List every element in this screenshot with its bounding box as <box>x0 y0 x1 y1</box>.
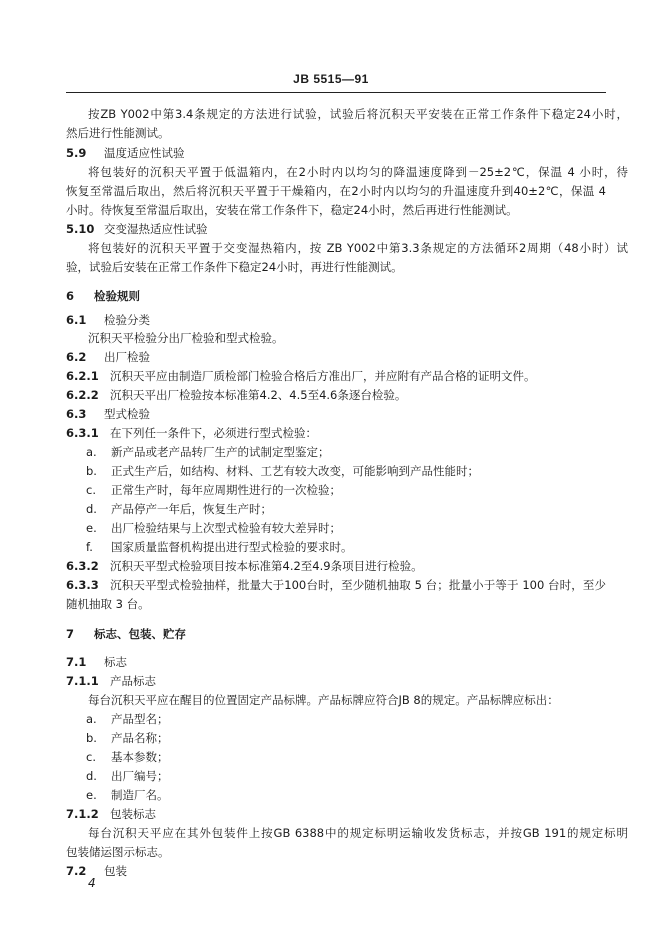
paragraph-line: 小时。待恢复至常温后取出，安装在常工作条件下，稳定24小时，然后再进行性能测试。 <box>66 203 518 217</box>
clause-number: 6.3.1 <box>66 426 99 440</box>
list-item <box>86 445 626 460</box>
paragraph-line: 将包装好的沉积天平置于交变湿热箱内，按 ZB Y002中第3.3条规定的方法循环2周期（48小时）试 <box>88 241 628 255</box>
chapter-title: 检验规则 <box>94 289 140 303</box>
list-label: b. <box>86 731 97 745</box>
clause <box>66 426 606 441</box>
list-label: c. <box>86 750 96 764</box>
list-text: 基本参数； <box>111 750 169 764</box>
section-title: 温度适应性试验 <box>104 146 185 160</box>
clause <box>66 388 606 403</box>
list-item <box>86 731 626 746</box>
list-text: 新产品或老产品转厂生产的试制定型鉴定； <box>111 445 330 459</box>
list-text: 产品型名； <box>111 712 169 726</box>
chapter-heading <box>66 627 606 642</box>
clause-number: 7.1.2 <box>66 807 99 821</box>
clause-number: 6.3.3 <box>66 578 99 592</box>
list-label: c. <box>86 483 96 497</box>
list-text: 正常生产时，每年应周期性进行的一次检验； <box>111 483 341 497</box>
list-text: 正式生产后，如结构、材料、工艺有较大改变，可能影响到产品性能时； <box>111 464 479 478</box>
chapter-number: 6 <box>66 289 75 303</box>
clause-text: 沉积天平型式检验抽样，批量大于100台时，至少随机抽取 5 台；批量小于等于 100 台时，至少 <box>110 578 606 592</box>
clause-number: 6.3.2 <box>66 559 99 573</box>
clause <box>66 369 606 384</box>
section-number: 5.10 <box>66 222 95 236</box>
clause <box>66 559 606 574</box>
clause-text: 沉积天平应由制造厂质检部门检验合格后方准出厂，并应附有产品合格的证明文件。 <box>110 369 536 383</box>
chapter-heading <box>66 289 606 304</box>
list-text: 制造厂名。 <box>111 788 169 802</box>
list-text: 出厂编号； <box>111 769 169 783</box>
paragraph-line: 按ZB Y002中第3.4条规定的方法进行试验，试验后将沉积天平安装在正常工作条件下稳定24小时， <box>88 107 628 121</box>
list-item <box>86 750 626 765</box>
paragraph-line: 然后进行性能测试。 <box>66 126 170 140</box>
section-heading <box>66 407 606 422</box>
paragraph-line: 包装储运图示标志。 <box>66 845 170 859</box>
clause-text: 在下列任一条件下，必须进行型式检验： <box>110 426 317 440</box>
page-number: 4 <box>88 876 96 890</box>
clause-number: 6.2.2 <box>66 388 99 402</box>
list-item <box>86 769 626 784</box>
paragraph-line: 每台沉积天平应在其外包装件上按GB 6388中的规定标明运输收发货标志，并按GB 191的规定标明 <box>88 826 628 840</box>
clause-text: 沉积天平型式检验项目按本标准第4.2至4.9条项目进行检验。 <box>110 559 423 573</box>
clause-number: 7.1.1 <box>66 674 99 688</box>
list-text: 出厂检验结果与上次型式检验有较大差异时； <box>111 521 341 535</box>
list-label: e. <box>86 788 97 802</box>
page-header: JB 5515—91 <box>293 72 369 86</box>
list-label: b. <box>86 464 97 478</box>
clause-title: 包装标志 <box>110 807 156 821</box>
section-number: 7.1 <box>66 655 87 669</box>
list-label: a. <box>86 445 97 459</box>
list-text: 产品名称； <box>111 731 169 745</box>
section-title: 检验分类 <box>104 313 150 327</box>
list-label: d. <box>86 502 97 516</box>
list-item <box>86 521 626 536</box>
list-item <box>86 540 626 555</box>
clause-text: 沉积天平出厂检验按本标准第4.2、4.5至4.6条逐台检验。 <box>110 388 407 402</box>
clause-number: 6.2.1 <box>66 369 99 383</box>
list-label: a. <box>86 712 97 726</box>
clause <box>66 578 606 593</box>
clause <box>66 674 606 689</box>
list-text: 国家质量监督机构提出进行型式检验的要求时。 <box>111 540 353 554</box>
clause <box>66 807 606 822</box>
list-text: 产品停产一年后，恢复生产时； <box>111 502 272 516</box>
section-heading <box>66 313 606 328</box>
header-rule <box>66 92 606 93</box>
section-number: 6.3 <box>66 407 87 421</box>
list-item <box>86 712 626 727</box>
chapter-number: 7 <box>66 627 75 641</box>
section-title: 型式检验 <box>104 407 150 421</box>
list-item <box>86 464 626 479</box>
paragraph-line: 将包装好的沉积天平置于低温箱内，在2小时内以均匀的降温速度降到－25±2℃，保温 4 小时，待 <box>88 165 628 179</box>
paragraph-line: 验，试验后安装在正常工作条件下稳定24小时，再进行性能测试。 <box>66 260 403 274</box>
section-title: 标志 <box>104 655 127 669</box>
section-heading <box>66 350 606 365</box>
section-title: 包装 <box>104 864 127 878</box>
section-heading <box>66 864 606 879</box>
section-number: 7.2 <box>66 864 87 878</box>
section-number: 6.2 <box>66 350 87 364</box>
chapter-title: 标志、包装、贮存 <box>94 627 186 641</box>
section-number: 5.9 <box>66 146 87 160</box>
list-label: d. <box>86 769 97 783</box>
section-heading <box>66 222 606 237</box>
section-title: 出厂检验 <box>104 350 150 364</box>
paragraph-line: 恢复至常温后取出，然后将沉积天平置于干燥箱内，在2小时内以均匀的升温速度升到40±2℃，保温 4 <box>66 184 606 198</box>
section-title: 交变湿热适应性试验 <box>104 222 208 236</box>
list-item <box>86 483 626 498</box>
section-number: 6.1 <box>66 313 87 327</box>
list-label: e. <box>86 521 97 535</box>
paragraph-line: 每台沉积天平应在醒目的位置固定产品标牌。产品标牌应符合JB 8的规定。产品标牌应标出： <box>88 693 559 707</box>
list-label: f. <box>86 540 93 554</box>
section-heading <box>66 146 606 161</box>
clause-title: 产品标志 <box>110 674 156 688</box>
list-item <box>86 788 626 803</box>
list-item <box>86 502 626 517</box>
section-heading <box>66 655 606 670</box>
paragraph-line: 沉积天平检验分出厂检验和型式检验。 <box>88 331 284 345</box>
paragraph-line: 随机抽取 3 台。 <box>66 597 150 611</box>
